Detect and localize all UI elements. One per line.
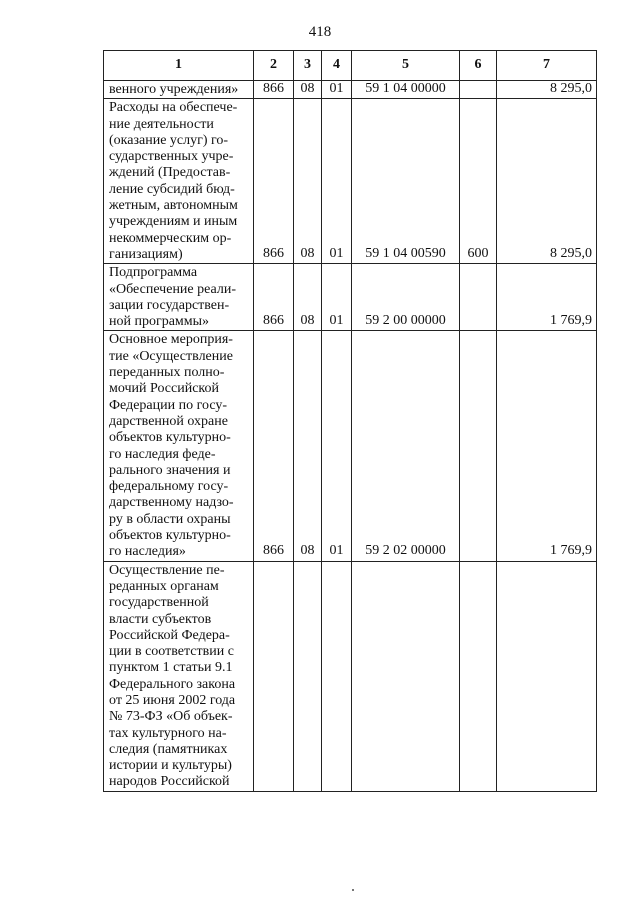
description-line: Расходы на обеспече- — [109, 100, 238, 116]
cell-expense-type — [460, 331, 497, 561]
header-cell-7: 7 — [497, 51, 597, 81]
description-line: объектов культурно- — [109, 528, 231, 544]
description-line: ру в области охраны — [109, 511, 231, 527]
table-row — [104, 81, 597, 99]
description-line: пунктом 1 статьи 9.1 — [109, 660, 233, 676]
description-line: ждений (Предостав- — [109, 165, 231, 181]
description-line: учреждениям и иным — [109, 214, 238, 230]
description-line: Российской Федера- — [109, 627, 230, 643]
cell-amount: 1 769,9 — [497, 331, 597, 561]
cell-amount: 8 295,0 — [497, 99, 597, 264]
header-cell-3: 3 — [294, 51, 322, 81]
description-line: тие «Осуществление — [109, 348, 233, 364]
cell-amount: 1 769,9 — [497, 264, 597, 331]
cell-subsection: 01 — [322, 99, 352, 264]
description-line: ганизациям) — [109, 246, 183, 262]
cell-description — [104, 81, 254, 99]
description-line: рального значения и — [109, 462, 231, 478]
cell-ministry-code: 866 — [254, 264, 294, 331]
description-line: ние деятельности — [109, 116, 214, 132]
description-line: народов Российской — [109, 774, 230, 790]
cell-section: 08 — [294, 264, 322, 331]
description-line: ции в соответствии с — [109, 644, 234, 660]
description-line: от 25 июня 2002 года — [109, 692, 236, 708]
cell-ministry-code — [254, 561, 294, 791]
cell-ministry-code: 866 — [254, 331, 294, 561]
cell-description — [104, 561, 254, 791]
description-line: Подпрограмма — [109, 265, 198, 281]
description-line: сударственных учре- — [109, 149, 234, 165]
description-line: зации государствен- — [109, 297, 230, 313]
cell-ministry-code: 866 — [254, 81, 294, 99]
cell-section: 08 — [294, 331, 322, 561]
header-cell-1: 1 — [104, 51, 254, 81]
description-line: дарственному надзо- — [109, 495, 234, 511]
description-line: Осуществление пе- — [109, 562, 225, 578]
cell-amount — [497, 561, 597, 791]
header-cell-6: 6 — [460, 51, 497, 81]
cell-expense-type: 600 — [460, 99, 497, 264]
cell-subsection: 01 — [322, 331, 352, 561]
description-line: переданных полно- — [109, 365, 225, 381]
cell-description — [104, 264, 254, 331]
cell-subsection: 01 — [322, 81, 352, 99]
header-cell-4: 4 — [322, 51, 352, 81]
cell-expense-type — [460, 81, 497, 99]
description-line: мочий Российской — [109, 381, 220, 397]
table-header-row — [104, 51, 597, 81]
cell-section: 08 — [294, 81, 322, 99]
description-line: Основное мероприя- — [109, 332, 233, 348]
description-line: № 73-ФЗ «Об объек- — [109, 709, 233, 725]
cell-target-article: 59 2 02 00000 — [352, 331, 460, 561]
description-line: го наследия» — [109, 544, 186, 560]
scan-speck — [352, 889, 354, 891]
table-row — [104, 331, 597, 561]
description-line: федеральному госу- — [109, 479, 229, 495]
cell-target-article: 59 1 04 00000 — [352, 81, 460, 99]
description-line: венного учреждения» — [109, 82, 239, 97]
description-line: следия (памятниках — [109, 741, 228, 757]
description-line: жетным, автономным — [109, 198, 238, 214]
description-line: власти субъектов — [109, 611, 212, 627]
header-cell-2: 2 — [254, 51, 294, 81]
table-body — [104, 81, 597, 792]
description-line: «Обеспечение реали- — [109, 281, 236, 297]
table-row — [104, 99, 597, 264]
cell-section — [294, 561, 322, 791]
cell-target-article: 59 2 00 00000 — [352, 264, 460, 331]
description-line: (оказание услуг) го- — [109, 132, 229, 148]
description-line: некоммерческим ор- — [109, 230, 232, 246]
budget-table — [103, 50, 597, 792]
description-line: государственной — [109, 595, 209, 611]
description-line: ление субсидий бюд- — [109, 181, 235, 197]
cell-expense-type — [460, 561, 497, 791]
cell-ministry-code: 866 — [254, 99, 294, 264]
table-row — [104, 264, 597, 331]
table-row — [104, 561, 597, 791]
cell-description — [104, 331, 254, 561]
description-line: ной программы» — [109, 314, 210, 330]
description-line: Федерации по госу- — [109, 397, 228, 413]
cell-subsection: 01 — [322, 264, 352, 331]
description-line: объектов культурно- — [109, 430, 231, 446]
cell-target-article: 59 1 04 00590 — [352, 99, 460, 264]
cell-target-article — [352, 561, 460, 791]
cell-section: 08 — [294, 99, 322, 264]
description-line: Федерального закона — [109, 676, 236, 692]
cell-description — [104, 99, 254, 264]
header-cell-5: 5 — [352, 51, 460, 81]
description-line: истории и культуры) — [109, 758, 232, 774]
description-line: реданных органам — [109, 578, 219, 594]
description-line: дарственной охране — [109, 413, 228, 429]
cell-subsection — [322, 561, 352, 791]
cell-expense-type — [460, 264, 497, 331]
page-number: 418 — [308, 24, 332, 40]
cell-amount: 8 295,0 — [497, 81, 597, 99]
description-line: тах культурного на- — [109, 725, 227, 741]
description-line: го наследия феде- — [109, 446, 216, 462]
